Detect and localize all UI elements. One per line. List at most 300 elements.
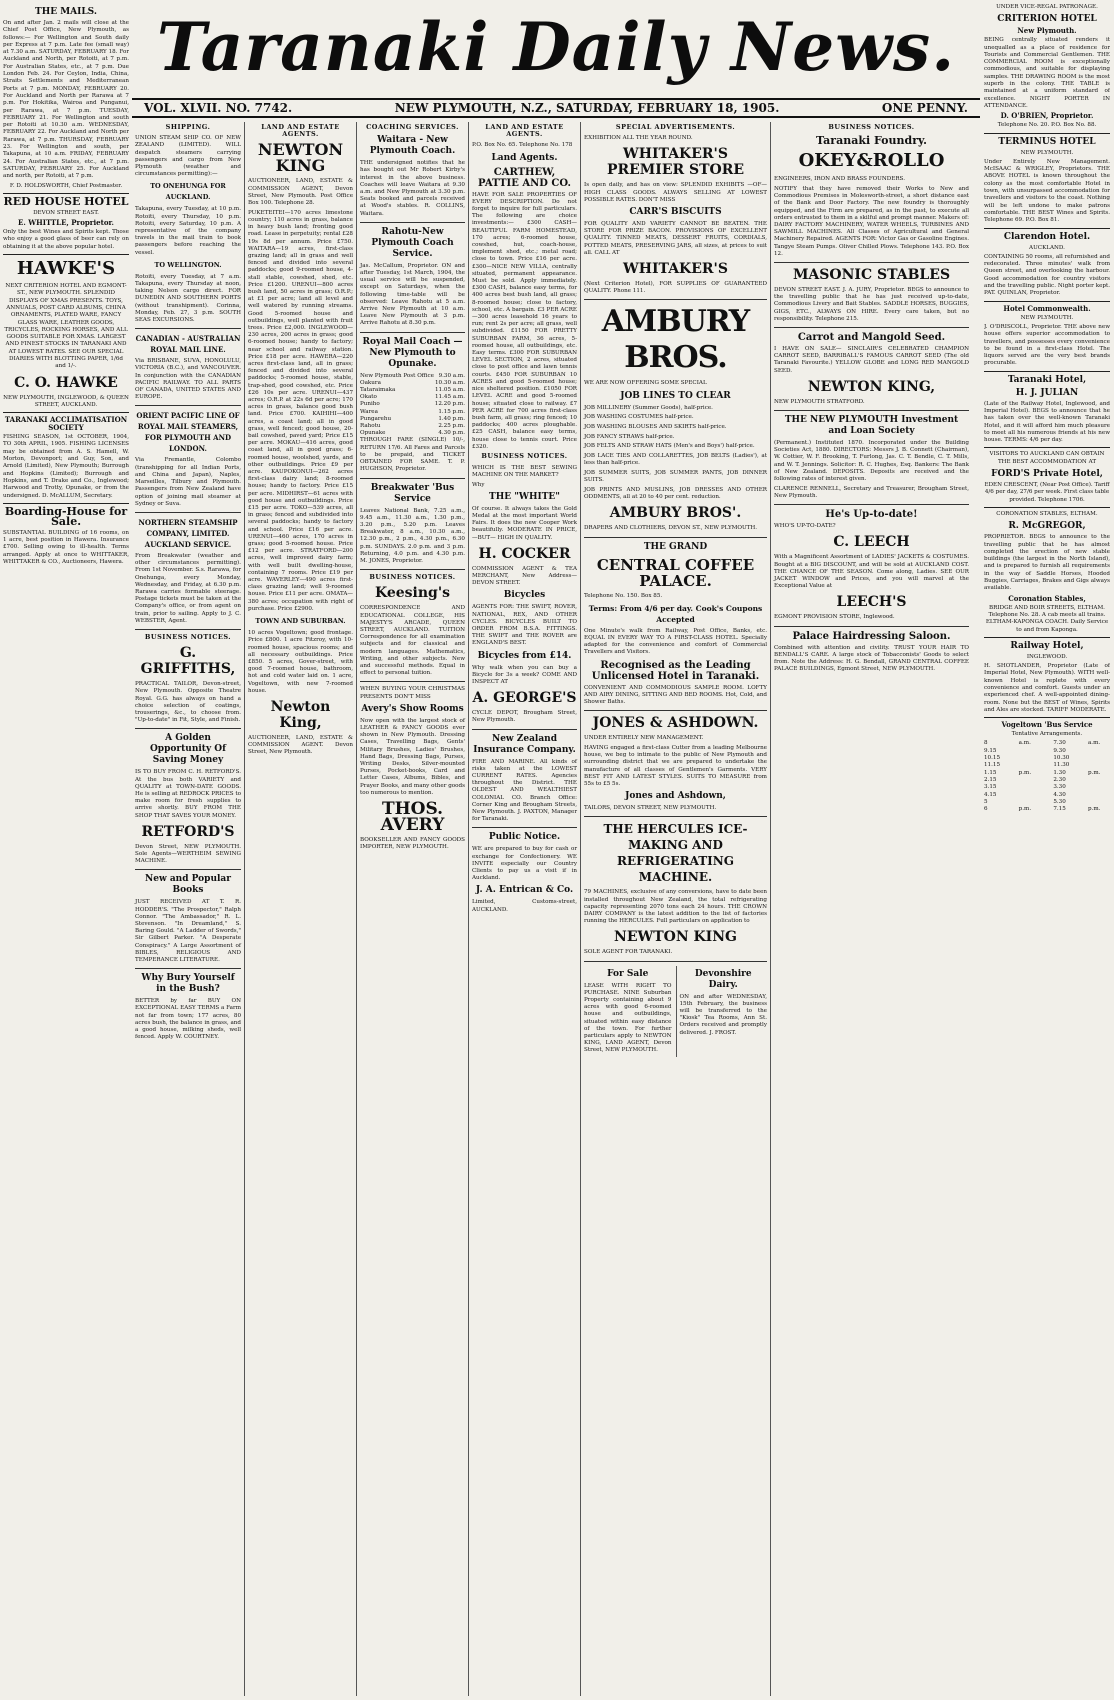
vogeltown-cell: 7.15 — [1053, 806, 1066, 813]
ambury-2-heading: AMBURY BROS'. — [609, 505, 742, 522]
clarendon-text: CONTAINING 50 rooms, all refurnished and redecorated. Three minutes' walk from Queen street, and overlooking the harbour. Good accommodation for country visitors and the travelling public. Night porter kept. PAT. QUINLAN, Proprietor. — [984, 253, 1110, 297]
dateline — [132, 98, 980, 118]
acclimatisation-heading: TARANAKI ACCLIMATISATION SOCIETY — [4, 415, 128, 433]
land-agents-heading: Land Agents. — [491, 152, 558, 163]
coronation-small: CORONATION STABLES, ELTHAM. — [996, 510, 1098, 517]
hercules-heading: THE HERCULES ICE-MAKING AND REFRIGERATING MACHINE. — [603, 822, 748, 885]
bicycles-price: Bicycles from £14. — [477, 650, 572, 661]
vogeltown-cell: a.m. — [1087, 740, 1101, 747]
cocker-text: COMMISSION AGENT & TEA MERCHANT, New Address— DEVON STREET. — [472, 565, 577, 587]
investment-text: (Permanent.) Instituted 1870. Incorporated under the Building Societies Act, 1880. DIRECTORS: Messrs J. B. Connett (Chairman), W. Cottier, W. F. Brooking, T. Furlong, Jas. C. T. Bendle, C. T. Mills, and W. T. Jennings. Solicitor: R. C. Hughes, Esq. Bankers: The Bank of New Zealand. DEPOSITS. Deposits are received and the following rates of interest given. — [774, 439, 969, 482]
jones-ashdown-sub: UNDER ENTIRELY NEW MANAGEMENT. — [584, 735, 704, 742]
timetable-time: 10.30 a.m. — [435, 379, 465, 386]
timetable-row — [360, 409, 465, 416]
divider — [135, 405, 241, 406]
town-heading: TOWN AND SUBURBAN. — [255, 617, 346, 626]
criterion-place: New Plymouth. — [1017, 26, 1077, 36]
divider — [135, 869, 241, 870]
cocker-heading: H. COCKER — [478, 545, 571, 562]
divider — [584, 710, 767, 711]
divider — [472, 729, 577, 730]
royal-mail-heading: Royal Mail Coach — New Plymouth to Opunake. — [362, 336, 463, 369]
criterion-text: BEING centrally situated renders it unequalled as a place of residence for Tourists and Commercial Gentlemen. THE COMMERCIAL ROOM is exceptionally commodious, and suitable for displaying samples. THE DRAWING ROOM is the most superb in the colony. THE TABLE is maintained at a uniform standard of excellence. NIGHT PORTER IN ATTENDANCE. — [984, 37, 1110, 109]
central-coffee-text: One Minute's walk from Railway, Post Office, Banks, etc. EQUAL IN EVERY WAY TO A FIRST-CLASS HOTEL. Specially adapted for the convenience and comfort of Commercial Travellers and Visitors. — [584, 627, 767, 656]
clarence-rennell: CLARENCE RENNELL, Secretary and Treasurer, Brougham Street, New Plymouth. — [774, 485, 969, 499]
vogeltown-cell: a.m. — [1018, 740, 1031, 747]
carrs-text: FOR QUALITY AND VARIETY CANNOT BE BEATEN. THE STORE FOR PRIZE BACON. PROVISIONS OF EXCELLENT QUALITY. TINNED MEATS, DESSERT FRUITS, CORDIALS, POTTED MEATS, PRESERVING JARS, all sizes, at prices to suit all. CALL AT — [584, 221, 767, 256]
price: ONE PENNY. — [881, 101, 968, 115]
public-notice-text: WE are prepared to buy for cash or exchange for Confectionery. WE INVITE especially our Country Clients to pay us a visit if in Auckland. — [472, 846, 577, 882]
george-text: Why walk when you can buy a Bicycle for 3s a week? COME AND INSPECT AT — [472, 664, 577, 685]
divider — [360, 478, 465, 479]
timetable-place: Oakura — [360, 379, 381, 386]
terminus-heading: TERMINUS HOTEL — [998, 136, 1096, 147]
wellington-heading: TO WELLINGTON. — [154, 260, 222, 269]
ambury-2-text: DRAPERS AND CLOTHIERS, DEVON ST., NEW PLYMOUTH. — [584, 525, 758, 532]
timetable-place: Puniho — [360, 401, 380, 408]
criterion-heading: CRITERION HOTEL — [997, 14, 1097, 25]
divider — [984, 637, 1110, 638]
leechs-text: EGMONT PROVISION STORE, Inglewood. — [774, 614, 895, 621]
job-line: JOB WASHING COSTUMES half-price. — [584, 414, 694, 421]
vogeltown-cell — [1088, 784, 1110, 791]
timetable-time: 4.30 p.m. — [438, 430, 465, 437]
whitakers-heading: WHITAKER'S PREMIER STORE — [606, 146, 745, 179]
job-line: JOB LACE TIES AND COLLARETTES, JOB BELTS (Ladies'), at less than half-price. — [584, 453, 767, 467]
palace-text: Combined with attention and civility. TRUST YOUR HAIR TO BENDALL'S CARE. A large stock of Tobacconists' Goods to select from. Note the Address: H. G. Bendall, GRAND CENTRAL COFFEE PALACE BUILDINGS, Egmont Street, NEW PLYMOUTH. — [774, 644, 969, 673]
newton-king-heading: NEWTON KING — [257, 140, 344, 176]
vogeltown-cell: 10.15 — [984, 755, 1001, 762]
divider — [3, 412, 129, 413]
coronation-heading: Coronation Stables, — [1008, 593, 1086, 603]
vogeltown-row — [984, 806, 1110, 813]
timetable-row — [360, 416, 465, 423]
bottom-ads-row — [584, 966, 767, 1058]
hawkes-text: NEXT CRITERION HOTEL AND EGMONT-ST., NEW PLYMOUTH. SPLENDID DISPLAYS OF XMAS PRESENTS. TOYS, ANNUALS, POST CARD ALBUMS, CHINA ORNAMENTS, PLATED WARE, FANCY GLASS WARE, LEATHER GOODS, TRICYCLES, ROCKING HORSES, AND ALL GOODS SUITABLE FOR XMAS. LARGEST AND FINEST STOCKS IN TARANAKI AND AT LOWEST RATES. SEE OUR SPECIAL DIARIES WITH BLOTTING PAPER, 1/6d and 1/-. — [4, 283, 128, 370]
for-sale-text: LEASE WITH RIGHT TO PURCHASE. NINE Suburban Property containing about 9 acres with good 6-roomed house and outbuildings, situated within easy distance of the town. For further particulars apply to NEWTON KING, LAND AGENT, Devon Street, NEW PLYMOUTH. — [584, 982, 672, 1054]
column-business — [770, 122, 972, 1696]
timetable-row — [360, 423, 465, 430]
whitakers-text: Is open daily, and has on view: SPLENDID EXHIBITS —OF— HIGH CLASS GOODS. ALWAYS SELLING AT LOWEST POSSIBLE RATES. DON'T MISS — [584, 182, 767, 203]
po-box: P.O. Box No. 65. Telephone No. 178 — [472, 142, 573, 149]
hawke-name: C. O. HAWKE — [14, 374, 118, 391]
column-coaching — [356, 122, 468, 1696]
wellington-text: Rotoiti, every Tuesday, at 7 a.m. Takapuna, every Thursday at noon, taking Nelson cargo direct. FOR DUNEDIN AND SOUTHERN PORTS (without transhipment). Corinna, Monday, Feb. 27, 3 p.m. SOUTH SEAS EXCURSIONS. — [135, 273, 241, 324]
julian-heading: H. J. JULIAN — [1015, 387, 1079, 398]
divider — [984, 228, 1110, 229]
railway-heading: Railway Hotel, — [1010, 640, 1084, 651]
vogeltown-heading: Vogeltown 'Bus Service — [1001, 720, 1093, 730]
palace-heading: Palace Hairdressing Saloon. — [792, 630, 951, 642]
divider — [774, 262, 969, 263]
vogeltown-cell: p.m. — [1018, 769, 1032, 776]
julian-text: (Late of the Railway Hotel, Inglewood, and Imperial Hotel). BEGS to announce that he has taken over the well-known Taranaki Hotel, and it will afford him much pleasure to meet all his numerous friends at his new house. TERMS: 4/6 per day. — [984, 400, 1110, 444]
okey-rollo-heading: OKEY&ROLLO — [798, 150, 945, 172]
vogeltown-cell: 6 — [984, 806, 988, 813]
red-house-address: DEVON STREET EAST. — [33, 209, 99, 216]
timetable-place: Opunake — [360, 430, 386, 437]
timetable-place: New Plymouth Post Office — [360, 372, 434, 379]
canadian-text: Via BRISBANE, SUVA, HONOLULU, VICTORIA (B.C.), and VANCOUVER. In conjunction with the CANADIAN PACIFIC RAILWAY. TO ALL PARTS OF CANADA, UNITED STATES AND EUROPE. — [135, 358, 241, 401]
northern-heading: NORTHERN STEAMSHIP COMPANY, LIMITED. AUCKLAND SERVICE. — [138, 517, 238, 549]
foundry-heading: Taranaki Foundry. — [816, 134, 927, 148]
boarding-house-heading: Boarding-House for Sale. — [4, 504, 128, 528]
royal-mail-text: THROUGH FARE (SINGLE) 10/-, RETURN 17/6. All Fares and Parcels to be prepaid, and TICKET OBTAINED FOR SAME. T. P. HUGHSON, Proprietor. — [360, 437, 465, 473]
recognised-heading: Recognised as the Leading Unlicensed Hotel in Taranaki. — [591, 659, 760, 682]
divider — [135, 968, 241, 969]
divider — [360, 681, 465, 682]
newspaper-title: Taranaki Daily News. — [156, 8, 956, 86]
timetable-row — [360, 394, 465, 401]
vogeltown-row — [984, 792, 1110, 799]
postmaster: F. D. HOLDSWORTH, Chief Postmaster. — [9, 182, 123, 189]
recognised-text: CONVENIENT AND COMMODIOUS SAMPLE ROOM. LOFTY AND AIRY DINING, SITTING AND BED ROOMS. Hot, Cold, and Shower Baths. — [584, 684, 767, 705]
orient-heading: ORIENT PACIFIC LINE OF ROYAL MAIL STEAMERS, FOR PLYMOUTH AND LONDON. — [136, 411, 240, 454]
section-label: BUSINESS NOTICES. — [481, 452, 568, 461]
fords-heading: FORD'S Private Hotel, — [991, 469, 1103, 480]
obrien-proprietor: D. O'BRIEN, Proprietor. — [1000, 111, 1094, 121]
investment-heading: THE NEW PLYMOUTH Investment and Loan Society — [784, 414, 959, 436]
divider — [984, 133, 1110, 134]
divider — [135, 728, 241, 729]
public-notice-heading: Public Notice. — [488, 832, 561, 843]
hercules-text: 79 MACHINES, exclusive of any conversions, have to date been installed throughout New Zealand, the total refrigerating capacity representing 2070 tons each 24 hours. THE CROWN DAIRY COMPANY is the latest addition to the list of factories running the HERCULES. Full particulars on application to — [584, 889, 767, 925]
job-line: JOB WASHING BLOUSES AND SKIRTS half-price. — [584, 424, 727, 431]
masonic-heading: MASONIC STABLES — [792, 266, 951, 283]
okey-rollo-sub: ENGINEERS, IRON AND BRASS FOUNDERS. — [774, 176, 905, 183]
central-coffee-contact: Telephone No. 150. Box 85. — [584, 592, 663, 599]
hawke-address: NEW PLYMOUTH, INGLEWOOD, & QUEEN STREET, AUCKLAND. — [3, 394, 129, 408]
section-label: SHIPPING. — [165, 123, 211, 131]
timetable-place: Rahotu — [360, 423, 381, 430]
jones-ashdown-text: HAVING engaged a first-class Cutter from a leading Melbourne house, we beg to intimate to the public of New Plymouth and surrounding district that we are prepared to undertake the manufacture of all classes of Gentlemen's Garments. VERY BEST FIT AND LATEST STYLES. SUITS TO MEASURE from 55s to £5 5s. — [584, 744, 767, 787]
carrs-heading: CARR'S BISCUITS — [629, 207, 722, 218]
books-heading: New and Popular Books — [145, 874, 231, 896]
griffiths-heading: G. GRIFFITHS, — [140, 645, 236, 678]
vogeltown-cell — [1019, 777, 1041, 784]
george-heading: A. GEORGE'S — [472, 690, 577, 707]
vogeltown-cell: p.m. — [1018, 806, 1032, 813]
commonwealth-heading: Hotel Commonwealth. — [1003, 303, 1091, 313]
divider — [135, 512, 241, 513]
boarding-house-text: SUBSTANTIAL BUILDING of 16 rooms, on 1 acre, best position in Hawera. Insurance £700. Selling owing to ill-health. Terms arranged. Apply at once to WHITTAKER, WHITTAKER & CO., Auctioneers, Hawera. — [3, 529, 129, 566]
railway-sub: INGLEWOOD. — [1026, 653, 1068, 660]
avery-text: Now open with the largest stock of LEATHER & FANCY GOODS ever shown in New Plymouth. Dressing Cases, Travelling Bags, Gents' Military Brushes, Ladies' Brushes, Hand Bags, Dressing Bags, Purses, Writing Desks, Silver-mounted Purses, Pocket-books, Card and Letter Cases, Albums, Bibles, and Prayer Books, and many other goods too numerous to mention. — [360, 717, 465, 796]
vogeltown-cell: 11.15 — [984, 762, 1001, 769]
vogeltown-cell: 2.30 — [1053, 776, 1066, 783]
divider — [584, 537, 767, 538]
timetable-time: 12.20 p.m. — [434, 401, 465, 408]
section-label: BUSINESS NOTICES. — [828, 123, 915, 131]
vogeltown-cell — [1088, 777, 1110, 784]
newton-king-agent-sub: SOLE AGENT FOR TARANAKI. — [584, 949, 673, 956]
divider — [774, 327, 969, 328]
masonic-text: DEVON STREET EAST. J. A. JURY, Proprietor. BEGS to announce to the travelling public that he has just received up-to-date, Commodious Livery and Bait Stables. SADDLE HORSES, BUGGIES, GIGS, ETC., ALWAYS ON HIRE. Every care taken, but no responsibility. Telephone 215. — [774, 286, 969, 322]
leech-heading: C. LEECH — [833, 534, 910, 551]
northern-text: From Breakwater (weather and other circumstances permitting). From 1st November. S.s. Rarawa, for Onehunga, every Monday, Wednesday, and Friday, at 6.30 p.m. Rarawa carries formable steerage. Postage tickets must be taken at the Company's office, or from agent on train, prior to sailing. Apply to J. C. WEBSTER, Agent. — [135, 552, 241, 624]
vogeltown-cell: 1.15 — [984, 769, 997, 776]
vogeltown-cell — [1019, 792, 1041, 799]
job-line: JOB PRINTS AND MUSLINS, JOB DRESSES AND OTHER ODDMENTS, all at 20 to 40 per cent. reduction. — [584, 486, 767, 501]
timetable-time: 2.25 p.m. — [438, 423, 465, 430]
section-label: BUSINESS NOTICES. — [369, 573, 456, 582]
job-lines-heading: JOB LINES TO CLEAR — [620, 390, 731, 401]
visitors-text: VISITORS TO AUCKLAND CAN OBTAIN THE BEST ACCOMMODATION AT — [989, 451, 1105, 465]
bush-text: BETTER by far BUY ON EXCEPTIONAL EASY TERMS a Farm not far from town; 177 acres, 80 acres bush, the balance in grass, and a good house, milking sheds, well fenced. Apply W. COURTNEY. — [135, 998, 241, 1041]
newton-king-footer-text: AUCTIONEER, LAND, ESTATE & COMMISSION AGENT. Devon Street, New Plymouth. — [248, 734, 353, 756]
terminus-sub: NEW PLYMOUTH. — [1020, 149, 1074, 156]
criterion-sub: UNDER VICE-REGAL PATRONAGE. — [996, 4, 1098, 10]
sewing-question: WHICH IS THE BEST SEWING MACHINE ON THE MARKET? — [472, 464, 577, 478]
volume-number: VOL. XLVII. NO. 7742. — [144, 101, 293, 115]
timetable-row — [360, 380, 465, 387]
timetable-place: Tataraimaka — [360, 387, 396, 394]
jones-ashdown-heading: JONES & ASHDOWN. — [592, 715, 759, 732]
vogeltown-cell — [1088, 755, 1110, 762]
town-text: 10 acres Vogeltown; good frontage. Price £800. 1 acre Fitzroy, with 10-roomed house, spacious rooms; and all necessary outbuildings. Price £850. 5 acres, Gover-street, with good 7-roomed house, bathroom, hot and cold water laid on. 1 acre, Vogeltown, with new 7-roomed house. — [248, 630, 353, 694]
breakwater-heading: Breakwater 'Bus Service — [370, 482, 455, 504]
divider — [584, 299, 767, 300]
timetable-row — [360, 373, 465, 380]
clarendon-heading: Clarendon Hotel. — [1003, 231, 1091, 242]
bush-heading: Why Bury Yourself in the Bush? — [141, 973, 235, 995]
vogeltown-timetable — [984, 740, 1110, 813]
timetable-time: 11.45 a.m. — [435, 394, 465, 401]
newton-king-listings: PUKETEITEI—170 acres limestone country; 110 acres in grass, balance in heavy bush land; fronting good road. Lease in perpetuity; rental £28 19s 8d per annum. Price £750. WAITARA—19 acres, first-class grazing land; all in grass and well fenced and divided into several paddocks; good 9-roomed house, 4-stall stable, cowshed, shed, etc. Price £1200. URENUI—800 acres bush land, 50 acres in grass; O.R.P.; at £1 per acre; land all level and well watered by running streams. Good 5-roomed house and outbuildings, well planted with fruit trees. Price £2,000. INGLEWOOD—230 acres, 200 acres in grass; good 6-roomed house; handy to factory; near school and railway station. Price £18 per acre. HAWERA—220 acres first-class land, all in grass; fenced and divided into several paddocks; 5-roomed house, stable, trap-shed, good cowshed, etc. Price £26 10s per acre. URENUI—437 acres; O.R.P. at 22s 6d per acre; 170 acres in grass, balance good bush land. Price £700. KAIHIHI—400 acres, a coast land; all in good grass, well fenced; good house, 20-bail cowshed, paved yard; Price £15 per acre. MOKAU—416 acres, good coast land, all in good grass; 6-roomed house, woolshed, yards, and other outbuildings. Price £9 per acre. KAUPOKONUI—262 acres first-class dairy land; 8-roomed house; handy to factory. Price £15 per acre. MIDHIRST—61 acres with good house and outbuildings. Price £15 per acre. TOKO—539 acres, all in grass; fenced and subdivided into several paddocks; handy to factory and school. Price £16 per acre. URENUI—460 acres, 170 acres in grass; good 5-roomed house. Price £12 per acre. STRATFORD—200 acres, well improved dairy farm; with well built dwelling-house, containing 7 rooms. Price £19 per acre. WAVERLEY—490 acres first-class grazing land; well 9-roomed house. Price £11 per acre. OMATA—380 acres; occupation with right of purchase. Price £2900. — [248, 209, 353, 612]
divider — [472, 827, 577, 828]
nz-insurance-heading: New Zealand Insurance Company. — [473, 733, 576, 755]
vogeltown-row — [984, 762, 1110, 769]
vogeltown-sub: Tentative Arrangements. — [1011, 731, 1083, 738]
vogeltown-row — [984, 748, 1110, 755]
vogeltown-cell: 3.30 — [1053, 784, 1066, 791]
red-house-text: Only the best Wines and Spirits kept. Those who enjoy a good glass of beer can rely on obtaining it at the above popular hotel. — [3, 229, 129, 250]
divider — [360, 222, 465, 223]
timetable-time: 11.05 a.m. — [435, 387, 465, 394]
divider — [984, 717, 1110, 718]
vogeltown-cell: 1.30 — [1053, 769, 1066, 776]
section-label: LAND AND ESTATE AGENTS. — [485, 123, 564, 139]
bicycles-text: AGENTS FOR: THE SWIFT, ROVER, NATIONAL, REX, AND OTHER CYCLES. BICYCLES BUILT TO ORDER FROM B.S.A. FITTINGS. THE SWIFT and THE ROVER are ENGLAND'S BEST. — [472, 604, 577, 647]
newton-king-sub: AUCTIONEER, LAND, ESTATE & COMMISSION AGENT, Devon Street, New Plymouth. Post Office Box 100. Telephone 28. — [248, 178, 353, 207]
golden-opportunity-text: IS TO BUY FROM C. H. RETFORD'S. At the bus both VARIETY and QUALITY at TOWN-DATE GOODS. He is selling at REDROCK PRICES to make room for fresh supplies to arrive shortly. BUY FROM THE SHOP THAT SAVES YOUR MONEY. — [135, 769, 241, 819]
column-carthew — [468, 122, 580, 1696]
column-land-agents — [244, 122, 356, 1696]
divider — [3, 254, 129, 255]
vogeltown-row — [984, 770, 1110, 777]
up-to-date-heading: He's Up-to-date! — [825, 509, 918, 521]
devonshire-text: ON and after WEDNESDAY, 15th February, the business will be transferred to the "Kiosk" Tea Rooms, Ann St. Orders received and promptly delivered. J. FROST. — [679, 993, 767, 1036]
grand-label: THE GRAND — [643, 541, 708, 552]
obrien-telephone: Telephone No. 20. P.O. Box No. 88. — [997, 122, 1097, 129]
waitara-heading: Waitara - New Plymouth Coach. — [369, 135, 456, 157]
canadian-heading: CANADIAN - AUSTRALIAN ROYAL MAIL LINE. — [135, 334, 241, 355]
railway-text: H. SHOTLANDER, Proprietor (Late of Imperial Hotel, New Plymouth). WITH well-known Hotel is replete with every convenience and comfort. Guests under an experienced chef. A well-appointed dining-room. None but the BEST of Wines, Spirits and Ales are stocked. TARIFF MODERATE. — [984, 663, 1110, 713]
newton-king-agent-heading: NEWTON KING — [614, 929, 737, 946]
column-special — [580, 122, 770, 1696]
vogeltown-cell — [1088, 748, 1110, 755]
divider — [774, 410, 969, 411]
carthew-listings: HAVE FOR SALE PROPERTIES OF EVERY DESCRIPTION. Do not forget to inquire for full particulars. The following are choice investments:— £300 CASH—BEAUTIFUL FARM HOMESTEAD, 170 acres; 6-roomed house, cowshed, hut, coach-house, implement shed, etc.; metal road; close to town. Price £16 per acre. £300—NICE NEW VILLA, centrally situated, permanent appearance. Must be sold. Apply immediately. £300 CASH, balance easy terms, for 400 acres best bush land, all grass; 8-roomed house; close to factory, school, etc. A bargain. £3 PER ACRE—300 acres leasehold 16 years to run; rent 2s per acre; all grass, well subdivided. £1150 FOR PRETTY SUBURBAN FARM, 36 acres, 5-roomed house, all outbuildings, etc. Easy terms. £300 FOR SUBURBAN LEVEL SECTION, 2 acres, situated close to post office and lawn tennis courts. £450 FOR SUBURBAN 10 ACRES and good 5-roomed house; nice sheltered position. £1050 FOR LEVEL ACRE and good 5-roomed house; situated close to railway. £7 PER ACRE for 700 acres first-class bush farm, all grass; ring fenced; 10 paddocks; 400 acres ploughable. £25 CASH, balance easy terms, house close to tennis court. Price £320. — [472, 191, 577, 450]
books-text: JUST RECEIVED AT T. R. HODDER'S. "The Prospector," Ralph Connor. "The Ambassador," R. L. Stevenson. "In Dreamland," S. Baring Gould. "A Ladder of Swords," Sir Gilbert Parker. "A Desperate Conspiracy." A Large Assortment of BIBLES, RELIGIOUS AND TEMPERANCE LITERATURE. — [135, 899, 241, 964]
divider — [984, 301, 1110, 302]
vogeltown-cell: 10.30 — [1053, 755, 1070, 762]
section-label: SPECIAL ADVERTISEMENTS. — [615, 123, 736, 131]
vogeltown-cell — [1019, 799, 1041, 806]
vogeltown-cell: 4.30 — [1053, 791, 1066, 798]
devonshire-ad — [676, 966, 768, 1058]
white-heading: THE "WHITE" — [489, 491, 560, 502]
section-label: COACHING SERVICES. — [366, 123, 459, 131]
timetable-time: 1.40 p.m. — [438, 415, 465, 422]
section-label: LAND AND ESTATE AGENTS. — [261, 123, 340, 139]
hawkes-heading: HAWKE'S — [16, 258, 116, 280]
vogeltown-cell: 7.30 — [1053, 740, 1066, 747]
central-coffee-heading: CENTRAL COFFEE PALACE. — [596, 555, 755, 590]
vogeltown-cell: 5 — [984, 798, 988, 805]
clarendon-sub: AUCKLAND. — [1029, 244, 1065, 251]
up-to-date-sub: WHO'S UP-TO-DATE? — [774, 523, 836, 530]
orient-text: Via Fremantle, Colombo (transhipping for all Indian Ports, and China and Japan), Naples, Marseilles, Tilbury and Plymouth. Passengers from New Zealand have option of joining mail steamer at Sydney or Suva. — [135, 457, 241, 507]
for-sale-heading: For Sale — [607, 968, 649, 979]
commonwealth-text: J. O'DRISCOLL, Proprietor. THE above new house offers superior accommodation to travellers, and possesses every convenience to be found in a first-class Hotel. The liquors served are the very best brands procurable. — [984, 323, 1110, 367]
george-address: CYCLE DEPOT, Brougham Street, New Plymouth. — [472, 710, 577, 724]
entrican-text: Limited, Customs-street, AUCKLAND. — [472, 899, 577, 913]
masthead — [132, 2, 980, 96]
bicycles-heading: Bicycles — [503, 590, 546, 601]
job-line: JOB MILLINERY (Summer Goods), half-price. — [584, 404, 713, 411]
vogeltown-cell — [1088, 799, 1110, 806]
thos-avery-text: BOOKSELLER AND FANCY GOODS IMPORTER, NEW PLYMOUTH. — [360, 837, 465, 851]
mcgregor-text: PROPRIETOR. BEGS to announce to the travelling public that he has almost completed the erection of new stable buildings (the largest in the North Island), and is prepared to furnish all requirements in the way of Saddle Horses, Hooded Buggies, Carriages, Brakes and Gigs always available. — [984, 534, 1110, 592]
union-steam-text: UNION STEAM SHIP CO. OF NEW ZEALAND (LIMITED). WILL despatch steamers carrying passengers and cargo from New Plymouth (weather and circumstances permitting):— — [135, 135, 241, 178]
okey-rollo-text: NOTIFY that they have removed their Works to New and Commodious Premises in Molesworth-street, a short distance east of the Bank and Door Factory. The new foundry is thoroughly equipped, and the Firm are prepared, as in the past, to execute all orders entrusted to them in a skilful and prompt manner. Makers of: DAIRY FACTORY MACHINERY, WATER WHEELS, TURBINES AND SAWMILL MACHINES. All Classes of Agricultural and General Machinery Repaired. AGENTS FOR: Victor Gas or Gasoline Engines. Tangye Steam Pumps. Oliver Chilled Plows. Telephone 143. P.O. Box 12. — [774, 185, 969, 257]
vogeltown-cell — [1019, 755, 1041, 762]
divider — [135, 629, 241, 630]
divider — [3, 193, 129, 194]
entrican-heading: J. A. Entrican & Co. — [475, 885, 574, 896]
rahotu-heading: Rahotu-New Plymouth Coach Service. — [371, 226, 454, 259]
divider — [584, 816, 767, 817]
red-house-heading: RED HOUSE HOTEL — [3, 194, 129, 208]
nz-insurance-text: FIRE AND MARINE. All kinds of risks taken at the LOWEST CURRENT RATES. Agencies throughout the District. THE OLDEST AND WEALTHIEST COLONIAL CO. Branch Office: Corner King and Brougham Streets, New Plymouth. J. PAXTON, Manager for Taranaki. — [472, 758, 577, 823]
divider — [774, 504, 969, 505]
retford-heading: RETFORD'S — [141, 823, 235, 840]
griffiths-text: PRACTICAL TAILOR, Devon-street, New Plymouth. Opposite Theatre Royal. G.G. has always on hand a choice selection of coatings, trouserings, &c., to choose from. "Up-to-date" in Fit, Style, and Finish. — [135, 681, 241, 724]
whitakers-2-text: (Next Criterion Hotel), FOR SUPPLIES OF GUARANTEED QUALITY. Phone 111. — [584, 281, 767, 295]
timetable-time: 1.15 p.m. — [438, 408, 465, 415]
vogeltown-row — [984, 755, 1110, 762]
vogeltown-cell: 9.30 — [1053, 747, 1066, 754]
leech-text: With a Magnificent Assortment of LADIES' JACKETS & COSTUMES. Bought at a BIG DISCOUNT, and will be sold at AUCKLAND COST. THE CHANCE OF THE SEASON. Come along, Ladies. SEE OUR JACKET WINDOW and Prices, and you will marvel at the Exceptional Value at — [774, 554, 969, 590]
keesing-heading: Keesing's — [374, 585, 450, 602]
left-ear-column — [3, 4, 129, 1696]
vogeltown-cell: 5.30 — [1053, 798, 1066, 805]
coach-timetable — [360, 373, 465, 438]
timetable-place: Warea — [360, 408, 378, 415]
vogeltown-cell: 3.15 — [984, 784, 997, 791]
divider — [774, 626, 969, 627]
job-line: JOB FANCY STRAWS half-price. — [584, 433, 675, 440]
vogeltown-row — [984, 740, 1110, 747]
mails-heading: THE MAILS. — [35, 7, 97, 17]
jones-ashdown-2-heading: Jones and Ashdown, — [625, 791, 726, 802]
whitakers-2-heading: WHITAKER'S — [623, 261, 728, 278]
golden-opportunity-heading: A Golden Opportunity Of Saving Money — [149, 733, 227, 766]
ambury-bros-heading: AMBURY BROS. — [601, 304, 750, 376]
terminus-text: Under Entirely New Management. McISAAC & WRIGLEY, Proprietors. THE ABOVE HOTEL is known throughout the colony as the most comfortable Hotel in town, with unsurpassed accommodation for travellers and visitors to the coast. Nothing will be left undone to make patrons comfortable. THE BEST Wines and Spirits. Telephone 69. P.O. Box 81. — [984, 158, 1110, 224]
newton-king-seed-sub: NEW PLYMOUTH STRATFORD. — [774, 398, 865, 405]
column-shipping — [132, 122, 244, 1696]
coronation-text: BRIDGE AND BOIR STREETS, ELTHAM. Telephone No. 28. A cab meets all trains. ELTHAM-KAPONGA COACH. Daily Service to and from Kaponga. — [985, 604, 1109, 633]
fords-text: EDEN CRESCENT, (Near Post Office). Tariff 4/6 per day, 27/6 per week. First class table provided. Telephone 1706. — [984, 482, 1110, 503]
carrot-text: I HAVE ON SALE— SINCLAIR'S CELEBRATED CHAMPION CARROT SEED, BARRIBALL'S FAMOUS CARROT SEED (The old Taranaki Favourite.) YELLOW GLOBE and LONG RED MANGOLD SEED. — [774, 345, 969, 374]
taranaki-hotel-heading: Taranaki Hotel, — [1007, 374, 1087, 385]
vogeltown-row — [984, 784, 1110, 791]
timetable-place: Okato — [360, 394, 377, 401]
xmas-heading: WHEN BUYING YOUR CHRISTMAS PRESENTS DON'T MISS — [360, 686, 465, 700]
job-lines-list — [584, 405, 767, 502]
main-columns — [132, 122, 980, 1696]
divider — [984, 447, 1110, 448]
exhibition-line: EXHIBITION ALL THE YEAR ROUND. — [584, 135, 693, 142]
timetable-place: Pungarehu — [360, 415, 392, 422]
acclimatisation-text: FISHING SEASON, 1st OCTOBER, 1904, TO 30th APRIL, 1905. FISHING LICENSES may be obtained from A. S. Hamell, W. Morton, Devonport; and Guy, Son, and Arnold (Limited), New Plymouth; Burrough and Hopkins (Limited); Burrough and Hopkins, and T. Drake and Co., Inglewood; Harwood and Trotty, Opunake, or from the undersigned. D. McALLUM, Secretary. — [3, 434, 129, 499]
ambury-sub: WE ARE NOW OFFERING SOME SPECIAL — [584, 380, 707, 387]
vogeltown-cell — [1019, 748, 1041, 755]
waitara-text: THE undersigned notifies that he has bought out Mr Robert Kirby's interest in the above business. Coaches will leave Waitara at 9.30 a.m. and New Plymouth at 3.30 p.m. Seats booked and parcels received at Wood's stables. R. COLLINS, Waitara. — [360, 160, 465, 217]
vogeltown-row — [984, 777, 1110, 784]
newton-king-seed-heading: NEWTON KING, — [807, 378, 936, 395]
job-line: JOB FELTS AND STRAW HATS (Men's and Boys') half-price. — [584, 443, 755, 450]
avery-heading: Avery's Show Rooms — [361, 703, 464, 714]
vogeltown-row — [984, 799, 1110, 806]
devonshire-heading: Devonshire Dairy. — [694, 968, 752, 990]
rahotu-text: Jas. McCallum, Proprietor. ON and after Tuesday, 1st March, 1904, the usual service will be suspended, except on Saturdays, when the following time-table will be observed: Leave Rahotu at 5 a.m. Arrive New Plymouth at 10 a.m. Leave New Plymouth at 3 p.m. Arrive Rahotu at 8.30 p.m. — [360, 262, 465, 327]
vogeltown-cell — [1088, 762, 1110, 769]
right-ear-column — [984, 4, 1110, 1696]
vogeltown-cell: 11.30 — [1053, 762, 1070, 769]
commonwealth-sub: NEW PLYMOUTH. — [1020, 314, 1074, 321]
newton-king-footer: Newton King, — [270, 698, 331, 731]
onehunga-text: Takapuna, every Tuesday, at 10 p.m. Rotoiti, every Thursday, 10 p.m. Rotoiti, every Saturday, 10 p.m. A representative of the company travels in the mail train to book passengers before reaching the vessel. — [135, 206, 241, 256]
vogeltown-cell: p.m. — [1087, 806, 1101, 813]
mcgregor-heading: R. McGREGOR, — [1008, 521, 1086, 532]
timetable-row — [360, 387, 465, 394]
timetable-time: 9.30 a.m. — [438, 372, 465, 379]
why-label: Why — [472, 481, 485, 488]
vogeltown-cell — [1019, 784, 1041, 791]
vogeltown-cell: p.m. — [1087, 769, 1101, 776]
vogeltown-cell — [1019, 762, 1041, 769]
section-label: BUSINESS NOTICES. — [144, 632, 232, 641]
divider — [3, 503, 129, 504]
white-text: Of course. It always takes the Gold Medal at the most important World Fairs. It does the new Cooper Work beautifully. MODERATE IN PRICE, —BUT— HIGH IN QUALITY. — [472, 505, 577, 541]
carrot-heading: Carrot and Mangold Seed. — [797, 331, 946, 343]
divider — [984, 371, 1110, 372]
jones-ashdown-2-text: TAILORS, DEVON STREET, NEW PLYMOUTH. — [584, 805, 717, 812]
carthew-pattie-name: CARTHEW, PATTIE AND CO. — [478, 166, 571, 189]
place-and-date: NEW PLYMOUTH, N.Z., SATURDAY, FEBRUARY 18, 1905. — [394, 101, 780, 115]
for-sale-ad — [584, 966, 672, 1058]
retford-text: Devon Street, NEW PLYMOUTH. Sole Agents—WERTHEIM SEWING MACHINE. — [135, 843, 241, 865]
divider — [360, 332, 465, 333]
divider — [135, 328, 241, 329]
thos-avery-heading: THOS. AVERY — [380, 799, 445, 835]
vogeltown-cell: 2.15 — [984, 776, 997, 783]
leechs-heading: LEECH'S — [836, 594, 907, 611]
job-line: JOB SUMMER SUITS, JOB SUMMER PANTS, JOB DINNER SUITS. — [584, 470, 767, 484]
